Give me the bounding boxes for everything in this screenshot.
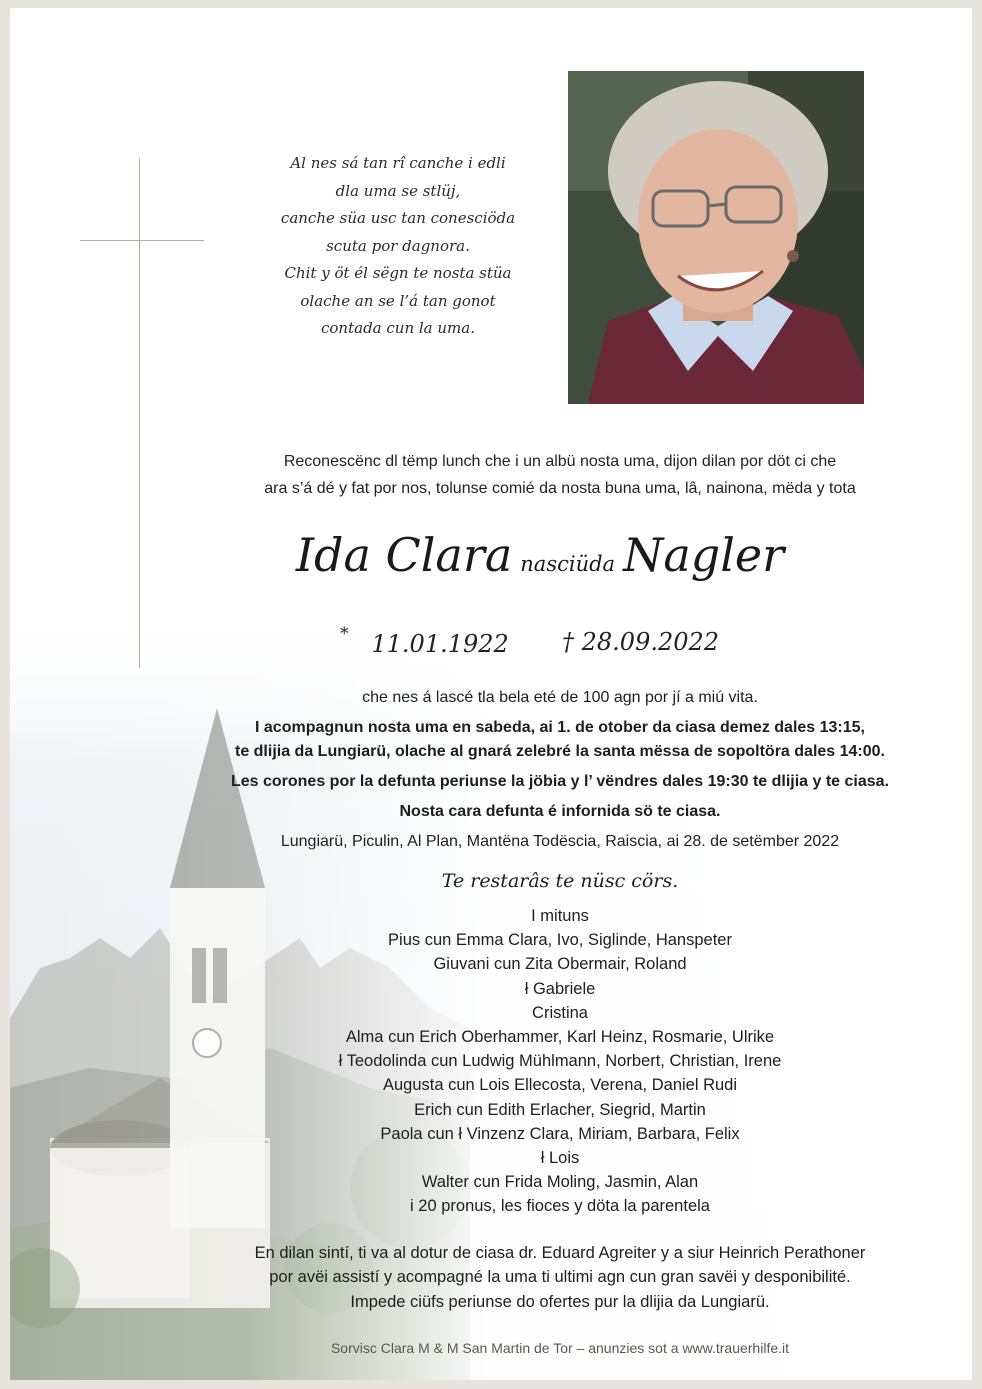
intro-line: ara s’á dé y fat por nos, tolunse comié da nosta buna uma, lâ, nainona, mëda y tota: [264, 480, 856, 497]
portrait-photo: [568, 71, 864, 404]
thanks-line: En dilan sintí, ti va al dotur de ciasa dr. Eduard Agreiter y a siur Heinrich Perathoner: [254, 1244, 866, 1262]
place-date-line: Lungiarü, Piculin, Al Plan, Mantëna Todëscia, Raiscia, ai 28. de setëmber 2022: [280, 833, 840, 850]
mourner-line: ł Lois: [540, 1149, 580, 1168]
poem: [240, 150, 556, 343]
footer-credit: Sorvisc Clara M & M San Martin de Tor – anunzies sot a www.trauerhilfe.it: [330, 1340, 790, 1356]
obituary-page: [10, 8, 972, 1380]
death-date-group: [562, 628, 719, 656]
thanks-text: [160, 1241, 960, 1314]
mourner-line: Pius cun Emma Clara, Ivo, Siglinde, Hanspeter: [388, 931, 732, 950]
funeral-line-1: I acompagnun nosta uma en sabeda, ai 1. de otober da ciasa demez dales 13:15,: [255, 719, 865, 736]
mourner-line: I mituns: [531, 907, 589, 925]
first-names: Ida Clara: [295, 528, 513, 582]
poem-line: contada cun la uma.: [321, 319, 475, 337]
poem-line: scuta por dagnora.: [326, 236, 470, 255]
poem-line: Al nes sá tan rî canche i edli: [290, 154, 506, 172]
thanks-line: por avëi assistí y acompagné la uma ti ultimi agn cun gran savëi y desponibilité.: [269, 1268, 851, 1287]
death-date: 28.09.2022: [581, 628, 720, 656]
birth-name: Nagler: [623, 528, 785, 582]
mourner-line: ł Gabriele: [524, 979, 596, 998]
cross-horizontal-bar: [80, 240, 204, 241]
birth-date: 11.01.1922: [371, 630, 509, 658]
birth-name-prefix: nasciüda: [520, 552, 616, 576]
mourner-line: Walter cun Frida Moling, Jasmin, Alan: [421, 1173, 699, 1192]
thanks-line: Impede ciüfs periunse do ofertes pur la dlijia da Lungiarü.: [350, 1292, 770, 1311]
funeral-line-2: te dlijia da Lungiarü, olache al gnará zelebré la santa mëssa de sopoltöra dales 14:00.: [234, 743, 885, 760]
deceased-name: [200, 528, 880, 582]
mourner-line: Giuvani cun Zita Obermair, Roland: [433, 955, 687, 974]
portrait-illustration: [568, 71, 864, 404]
mourner-line: Augusta cun Lois Ellecosta, Verena, Daniel Rudi: [382, 1076, 738, 1095]
birth-symbol: *: [340, 624, 349, 644]
cross-vertical-bar: [139, 158, 140, 668]
mourner-line: Paola cun ł Vinzenz Clara, Miriam, Barbara, Felix: [380, 1124, 740, 1143]
mourner-line: ł Teodolinda cun Ludwig Mühlmann, Norbert, Christian, Irene: [338, 1052, 782, 1071]
poem-line: Chit y öt él sëgn te nosta stüa: [284, 264, 512, 282]
intro-line: Reconescënc dl tëmp lunch che i un albü nosta uma, dijon dilan por döt ci che: [283, 453, 837, 470]
mourner-line: Erich cun Edith Erlacher, Siegrid, Martin: [414, 1100, 706, 1119]
rosary-line: Les corones por la defunta periunse la jöbia y l’ vëndres dales 19:30 te dlijia y te ciasa.: [230, 773, 890, 790]
mourners-heading: Te restarâs te nüsc cörs.: [441, 870, 679, 892]
laid-out-line: Nosta cara defunta é infornida sö te ciasa.: [399, 803, 721, 820]
mourner-line: Alma cun Erich Oberhammer, Karl Heinz, Rosmarie, Ulrike: [345, 1028, 775, 1047]
mourner-line: i 20 pronus, les fioces y döta la parentela: [410, 1197, 710, 1216]
birth-date-group: [340, 624, 509, 658]
mourners-list: [160, 904, 960, 1219]
poem-line: canche süa usc tan conesciöda: [280, 209, 516, 227]
poem-line: olache an se l’á tan gonot: [300, 291, 496, 310]
intro-text: [160, 448, 960, 502]
poem-line: dla uma se stlüj,: [335, 181, 461, 200]
life-dates: [340, 624, 760, 668]
notice-body: [160, 686, 960, 854]
death-symbol: †: [562, 628, 574, 656]
mourner-line: Cristina: [532, 1003, 588, 1022]
age-line: che nes á lascé tla bela eté de 100 agn por jí a miú vita.: [362, 689, 758, 706]
